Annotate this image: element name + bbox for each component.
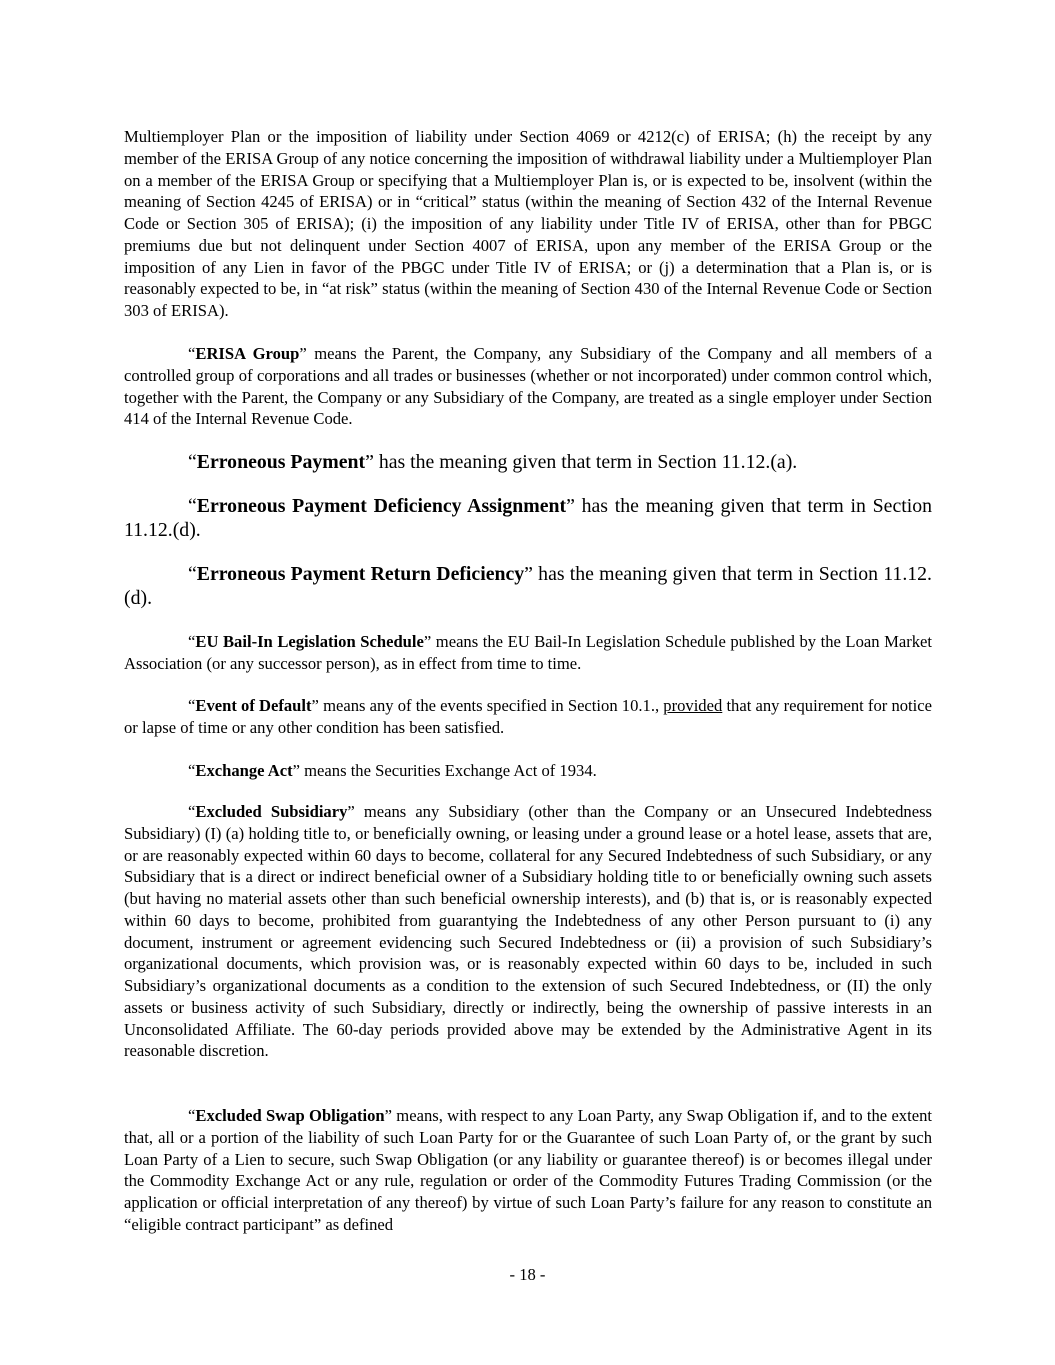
definition-body: ” means any Subsidiary (other than the Company or an Unsecured Indebtedness Subsidiary) (I) (a) holding title to, or beneficially owning, or leasing under a ground lease or a hotel lease, assets that are, or are reasonably expected within 60 days to become, collateral for any Secured Indebtedness of such Subsidiary, or any Subsidiary that is a direct or indirect beneficial owner of a Subsidiary holding title to or beneficially owning such assets (but having no material assets other than such beneficial ownership interests), and (b) that is, or is reasonably expected within 60 days to become, prohibited from guarantying the Indebtedness of any other Person pursuant to (i) any document, instrument or agreement evidencing such Secured Indebtedness or (ii) a provision of such Subsidiary’s organizational documents, which provision was, or is reasonably expected within 60 days to be, included in such Subsidiary’s organizational documents as a condition to the extension of such Secured Indebtedness, or (II) the only assets or business activity of such Subsidiary, directly or indirectly, being the ownership of passive interests in an Unconsolidated Affiliate. The 60-day periods provided above may be extended by the Administrative Agent in its reasonable discretion. bbox=[124, 802, 932, 1061]
definition-body: ” means the Parent, the Company, any Subsidiary of the Company and all members of a controlled group of corporations and all trades or businesses (whether or not incorporated) under common control which, together with the Parent, the Company or any Subsidiary of the Company, are treated as a single employer under Section 414 of the Internal Revenue Code. bbox=[124, 344, 933, 429]
definition-erisa-group bbox=[124, 343, 932, 430]
definition-excluded-swap-obligation bbox=[124, 1105, 932, 1236]
open-quote: “ bbox=[188, 802, 196, 821]
page-number: - 18 - bbox=[509, 1265, 546, 1284]
continuation-paragraph: Multiemployer Plan or the imposition of liability under Section 4069 or 4212(c) of ERISA; (h) the receipt by any member of the ERISA Group of any notice concerning the imposition of withdrawal liability under a Multiemployer Plan on a member of the ERISA Group or specifying that a Multiemployer Plan is, or is expected to be, insolvent (within the meaning of Section 4245 of ERISA) or in “critical” status (within the meaning of Section 432 of the Internal Revenue Code or Section 305 of ERISA); (i) the imposition of any liability under Title IV of ERISA, other than for PBGC premiums due but not delinquent under Section 4007 of ERISA, upon any member of the ERISA Group or the imposition of any Lien in favor of the PBGC under Title IV of ERISA; or (j) a determination that a Plan is, or is reasonably expected to be, in “at risk” status (within the meaning of Section 430 of the Internal Revenue Code or Section 303 of ERISA). bbox=[124, 127, 932, 320]
provided-underline: provided bbox=[663, 696, 723, 715]
open-quote: “ bbox=[188, 563, 197, 585]
definition-body: ” means the Securities Exchange Act of 1934. bbox=[292, 761, 597, 780]
open-quote: “ bbox=[188, 1106, 196, 1125]
definition-event-of-default bbox=[124, 695, 932, 739]
defined-term: Erroneous Payment Return Deficiency bbox=[196, 563, 525, 585]
definition-body: ” has the meaning given that term in Section 11.12.(a). bbox=[365, 451, 798, 473]
open-quote: “ bbox=[188, 344, 196, 363]
open-quote: “ bbox=[188, 696, 196, 715]
definition-exchange-act bbox=[124, 760, 932, 782]
defined-term: Exchange Act bbox=[195, 761, 293, 780]
defined-term: EU Bail-In Legislation Schedule bbox=[195, 632, 424, 651]
definition-eu-bail-in bbox=[124, 631, 932, 675]
definition-body-continued: that any requirement for notice or lapse of time or any other condition has been satisfied. bbox=[124, 696, 932, 737]
defined-term: Excluded Swap Obligation bbox=[195, 1106, 385, 1125]
defined-term: Event of Default bbox=[195, 696, 312, 715]
open-quote: “ bbox=[188, 495, 197, 517]
definition-erroneous-payment-return-deficiency bbox=[124, 562, 932, 610]
definition-body: ” means, with respect to any Loan Party, any Swap Obligation if, and to the extent that, all or a portion of the liability of such Loan Party for or the Guarantee of such Loan Party of, or the grant by such Loan Party of a Lien to secure, such Swap Obligation (or any liability or guarantee thereof) is or becomes illegal under the Commodity Exchange Act or any rule, regulation or order of the Commodity Futures Trading Commission (or the application or official interpretation of any thereof) by virtue of such Loan Party’s failure for any reason to constitute an “eligible contract participant” as defined bbox=[124, 1106, 932, 1234]
defined-term: Excluded Subsidiary bbox=[195, 802, 348, 821]
open-quote: “ bbox=[188, 632, 196, 651]
defined-term: Erroneous Payment bbox=[196, 451, 366, 473]
defined-term: ERISA Group bbox=[195, 344, 300, 363]
definition-body: ” has the meaning given that term in Section 11.12.(d). bbox=[124, 495, 933, 541]
definition-body: ” has the meaning given that term in Section 11.12.(d). bbox=[124, 563, 932, 609]
definition-erroneous-payment bbox=[124, 450, 932, 474]
open-quote: “ bbox=[188, 761, 196, 780]
open-quote: “ bbox=[188, 451, 197, 473]
definition-body: ” means the EU Bail-In Legislation Schedule published by the Loan Market Association (or any successor person), as in effect from time to time. bbox=[124, 632, 933, 673]
definition-erroneous-payment-deficiency-assignment bbox=[124, 494, 932, 542]
definition-body: ” means any of the events specified in Section 10.1., bbox=[311, 696, 664, 715]
defined-term: Erroneous Payment Deficiency Assignment bbox=[196, 495, 567, 517]
definition-excluded-subsidiary bbox=[124, 801, 932, 1062]
